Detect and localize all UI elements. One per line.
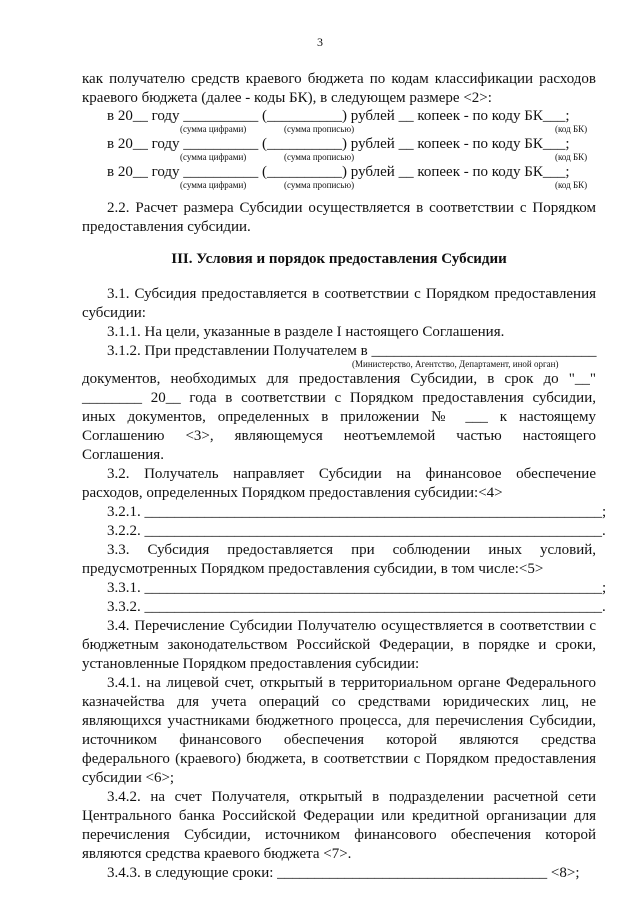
paragraph-line: Соглашения. (82, 447, 164, 463)
caption-code: (код БК) (555, 180, 588, 190)
paragraph-3-2-1: 3.2.1. _____________________________________________________________; (107, 504, 607, 520)
paragraph-line: расходов, определенных Порядком предоставления субсидии:<4> (82, 485, 503, 501)
caption-organ: (Министерство, Агентство, Департамент, иной орган) (352, 359, 559, 369)
paragraph-line: перечисления Субсидии, источником финансового обеспечения которой (82, 827, 596, 843)
paragraph-3-1: 3.1. Субсидия предоставляется в соответствии с Порядком предоставления (107, 286, 596, 302)
paragraph-line: субсидии: (82, 305, 146, 321)
paragraph-line: казначейства для учета операций со средствами юридических лиц, не (82, 694, 596, 710)
paragraph-line: федерального (краевого) бюджета, в соответствии с Порядком предоставления (82, 751, 596, 767)
section-heading: III. Условия и порядок предоставления Субсидии (171, 251, 507, 267)
budget-row-1: в 20__ году __________ (__________) рублей __ копеек - по коду БК___; (107, 108, 570, 124)
paragraph-3-3-1: 3.3.1. _____________________________________________________________; (107, 580, 607, 596)
caption-words: (сумма прописью) (284, 124, 355, 134)
caption-digits: (сумма цифрами) (180, 124, 247, 134)
paragraph-3-4: 3.4. Перечисление Субсидии Получателю осуществляется в соответствии с (107, 618, 596, 634)
paragraph-line: предоставления субсидии. (82, 219, 251, 235)
paragraph-3-3: 3.3. Субсидия предоставляется при соблюдении иных условий, (107, 542, 596, 558)
paragraph-line: ________ 20__ года в соответствии с Порядком предоставления субсидии, (82, 390, 596, 406)
paragraph-line: являющихся участниками бюджетного процесса, для перечисления Субсидии, (82, 713, 596, 729)
paragraph-line: Соглашению <3>, являющемуся неотъемлемой частью настоящего (82, 428, 596, 444)
paragraph-3-4-3: 3.4.3. в следующие сроки: ____________________________________ <8>; (107, 865, 580, 881)
caption-words: (сумма прописью) (284, 152, 355, 162)
paragraph-line: бюджетным законодательством Российской Федерации, в порядке и сроки, (82, 637, 596, 653)
paragraph-line: как получателю средств краевого бюджета по кодам классификации расходов (82, 71, 596, 87)
paragraph-line: установленные Порядком предоставления субсидии: (82, 656, 420, 672)
caption-code: (код БК) (555, 124, 588, 134)
budget-row-2: в 20__ году __________ (__________) рублей __ копеек - по коду БК___; (107, 136, 570, 152)
paragraph-line: субсидии <6>; (82, 770, 175, 786)
paragraph-line: предусмотренных Порядком предоставления субсидии, в том числе:<5> (82, 561, 544, 577)
paragraph-3-2-2: 3.2.2. _____________________________________________________________. (107, 523, 606, 539)
paragraph-line: Центрального банка Российской Федерации или кредитной организации для (82, 808, 596, 824)
caption-code: (код БК) (555, 152, 588, 162)
page-number: 3 (317, 35, 323, 49)
paragraph-line: документов, необходимых для предоставления Субсидии, в срок до "__" (82, 371, 596, 387)
paragraph-3-1-1: 3.1.1. На цели, указанные в разделе I настоящего Соглашения. (107, 324, 505, 340)
paragraph-3-3-2: 3.3.2. _____________________________________________________________. (107, 599, 606, 615)
paragraph-line: являются средства краевого бюджета <7>. (82, 846, 352, 862)
caption-words: (сумма прописью) (284, 180, 355, 190)
paragraph-2-2: 2.2. Расчет размера Субсидии осуществляется в соответствии с Порядком (107, 200, 596, 216)
paragraph-line: иных документов, определенных в приложении № ___ к настоящему (82, 409, 596, 425)
budget-row-3: в 20__ году __________ (__________) рублей __ копеек - по коду БК___; (107, 164, 570, 180)
paragraph-line: краевого бюджета (далее - коды БК), в следующем размере <2>: (82, 90, 492, 106)
paragraph-line: источником финансового обеспечения которой являются средства (82, 732, 596, 748)
paragraph-3-2: 3.2. Получатель направляет Субсидии на финансовое обеспечение (107, 466, 596, 482)
caption-digits: (сумма цифрами) (180, 152, 247, 162)
paragraph-3-1-2: 3.1.2. При представлении Получателем в ______________________________ (107, 343, 597, 359)
paragraph-3-4-1: 3.4.1. на лицевой счет, открытый в территориальном органе Федерального (107, 675, 596, 691)
caption-digits: (сумма цифрами) (180, 180, 247, 190)
paragraph-3-4-2: 3.4.2. на счет Получателя, открытый в подразделении расчетной сети (107, 789, 596, 805)
